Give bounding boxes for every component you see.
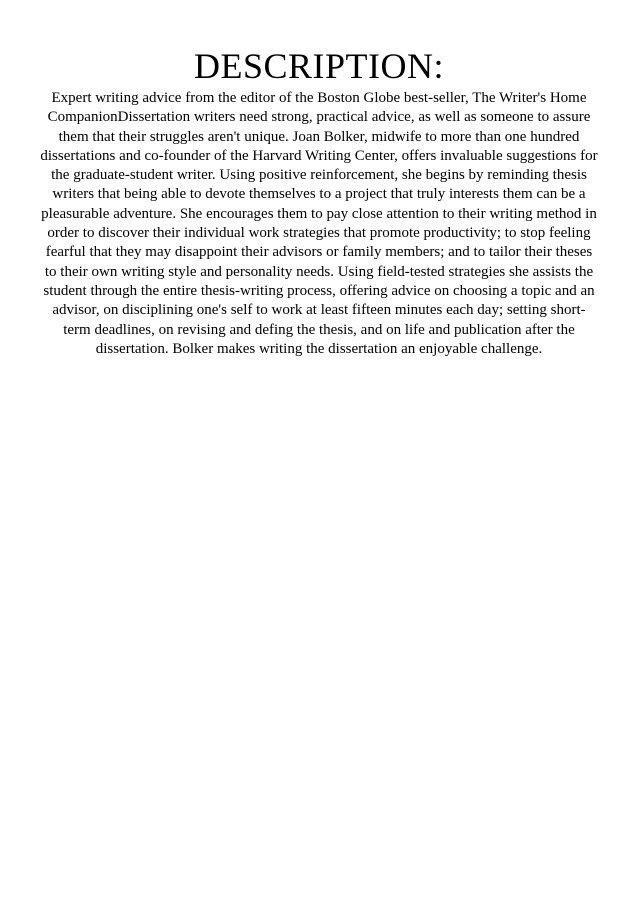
paragraph-line: fearful that they may disappoint their advisors or family members; and to tailor their theses	[45, 244, 593, 261]
paragraph-line: CompanionDissertation writers need strong, practical advice, as well as someone to assure	[47, 109, 591, 126]
paragraph-line: pleasurable adventure. She encourages them to pay close attention to their writing method in	[41, 205, 597, 222]
paragraph-line: writers that being able to devote themselves to a project that truly interests them can be a	[52, 186, 586, 203]
paragraph-line: Expert writing advice from the editor of the Boston Globe best-seller, The Writer's Home	[51, 90, 587, 106]
paragraph-line: the graduate-student writer. Using positive reinforcement, she begins by reminding thesis	[51, 167, 587, 184]
paragraph-line: advisor, on disciplining one's self to work at least fifteen minutes each day; setting short-	[52, 302, 586, 319]
paragraph-line: term deadlines, on revising and defing the thesis, and on life and publication after the	[63, 321, 575, 338]
paragraph-line: student through the entire thesis-writing process, offering advice on choosing a topic and an	[43, 282, 595, 299]
paragraph-line: order to discover their individual work strategies that promote productivity; to stop feeling	[47, 225, 591, 242]
paragraph-line: dissertation. Bolker makes writing the dissertation an enjoyable challenge.	[95, 340, 543, 357]
description-paragraph	[30, 89, 608, 359]
page-title: DESCRIPTION:	[193, 46, 445, 86]
paragraph-line: them that their struggles aren't unique. Joan Bolker, midwife to more than one hundred	[58, 128, 580, 145]
paragraph-line: dissertations and co-founder of the Harvard Writing Center, offers invaluable suggestions for	[40, 147, 598, 164]
paragraph-line: to their own writing style and personality needs. Using field-tested strategies she assists the	[44, 263, 594, 280]
